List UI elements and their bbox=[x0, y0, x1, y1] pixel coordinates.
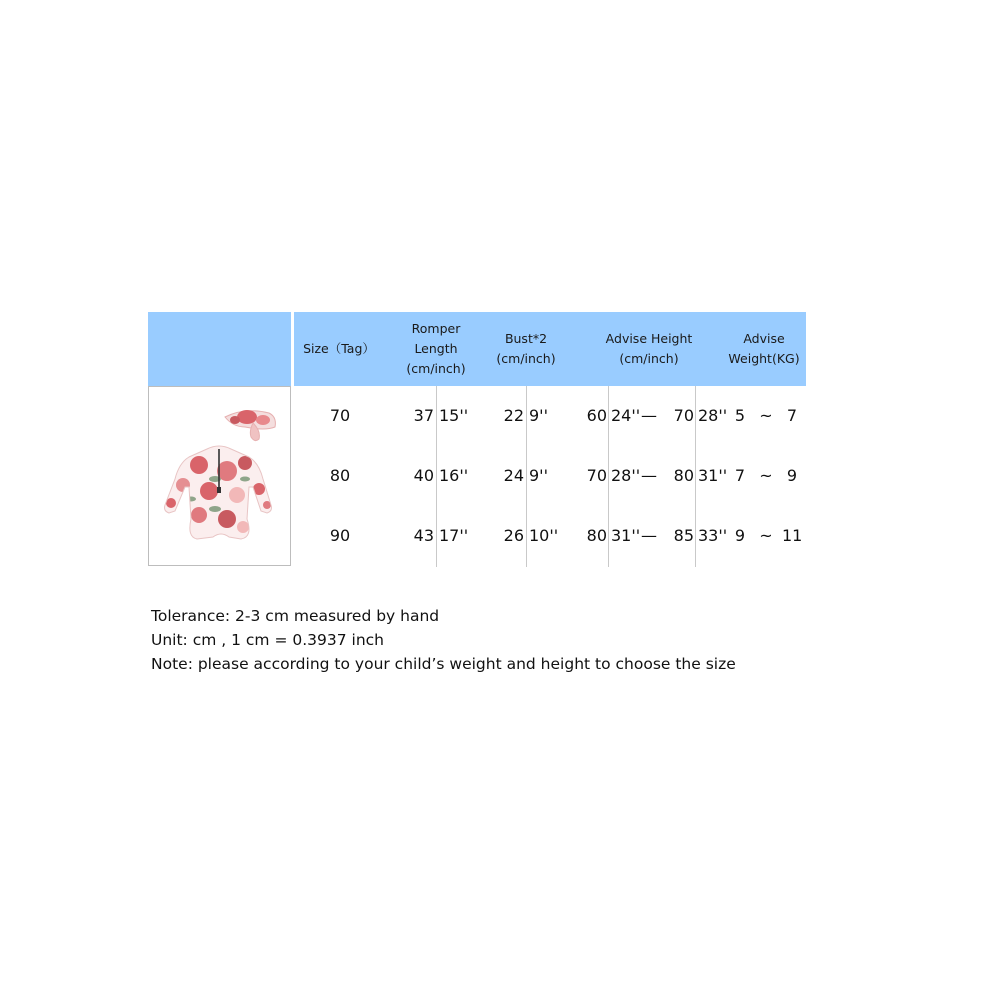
header-size bbox=[298, 312, 380, 386]
header-advise-height bbox=[593, 312, 705, 386]
cell-height-max-in: 28'' bbox=[698, 406, 728, 425]
cell-weight-tilde: ~ bbox=[759, 526, 773, 545]
cell-length-in: 17'' bbox=[439, 526, 469, 545]
header-image-column bbox=[148, 312, 294, 386]
size-advice-note: Note: please according to your child’s weight and height to choose the size bbox=[151, 655, 736, 673]
cell-height-max-cm: 70 bbox=[673, 406, 694, 425]
cell-height-min-cm: 80 bbox=[586, 526, 607, 545]
cell-height-min-cm: 60 bbox=[586, 406, 607, 425]
cell-height-dash: — bbox=[641, 406, 657, 425]
cell-height-min-in: 31'' bbox=[611, 526, 641, 545]
cell-height-dash: — bbox=[641, 466, 657, 485]
cell-bust-in: 10'' bbox=[529, 526, 559, 545]
table-row bbox=[148, 506, 806, 566]
tolerance-note: Tolerance: 2-3 cm measured by hand bbox=[151, 607, 440, 625]
header-weight-line1: Advise bbox=[743, 331, 785, 346]
cell-weight-tilde: ~ bbox=[759, 466, 773, 485]
cell-length-in: 16'' bbox=[439, 466, 469, 485]
cell-height-min-in: 28'' bbox=[611, 466, 641, 485]
table-row bbox=[148, 386, 806, 446]
notes-section bbox=[151, 604, 736, 676]
cell-length-cm: 40 bbox=[413, 466, 434, 485]
header-advise-weight bbox=[720, 312, 808, 386]
table-header bbox=[148, 312, 806, 386]
cell-size: 70 bbox=[329, 406, 351, 425]
header-romper-line2: Length bbox=[414, 341, 458, 356]
cell-size: 90 bbox=[329, 526, 351, 545]
header-bust-line1: Bust*2 bbox=[504, 331, 548, 346]
header-height-line1: Advise Height bbox=[605, 331, 693, 346]
cell-bust-cm: 22 bbox=[503, 406, 524, 425]
header-romper-length bbox=[392, 312, 480, 386]
unit-note: Unit: cm , 1 cm = 0.3937 inch bbox=[151, 631, 384, 649]
header-size-label: Size（Tag） bbox=[303, 341, 375, 356]
cell-height-min-in: 24'' bbox=[611, 406, 641, 425]
cell-weight-min: 7 bbox=[734, 466, 746, 485]
cell-weight-max: 7 bbox=[786, 406, 798, 425]
cell-weight-min: 5 bbox=[734, 406, 746, 425]
cell-weight-min: 9 bbox=[734, 526, 746, 545]
size-chart-table bbox=[148, 312, 806, 567]
cell-height-max-in: 33'' bbox=[698, 526, 728, 545]
cell-bust-in: 9'' bbox=[529, 466, 548, 485]
cell-height-min-cm: 70 bbox=[586, 466, 607, 485]
cell-weight-max: 9 bbox=[786, 466, 798, 485]
header-height-line2: (cm/inch) bbox=[619, 351, 679, 366]
cell-bust-cm: 26 bbox=[503, 526, 524, 545]
cell-height-max-in: 31'' bbox=[698, 466, 728, 485]
cell-bust-in: 9'' bbox=[529, 406, 548, 425]
cell-bust-cm: 24 bbox=[503, 466, 524, 485]
cell-size: 80 bbox=[329, 466, 351, 485]
header-romper-line3: (cm/inch) bbox=[406, 361, 466, 376]
cell-height-max-cm: 80 bbox=[673, 466, 694, 485]
cell-height-dash: — bbox=[641, 526, 657, 545]
table-row bbox=[148, 446, 806, 506]
header-bust-line2: (cm/inch) bbox=[496, 351, 556, 366]
header-weight-line2: Weight(KG) bbox=[728, 351, 800, 366]
header-romper-line1: Romper bbox=[411, 321, 461, 336]
cell-length-in: 15'' bbox=[439, 406, 469, 425]
cell-weight-max: 11 bbox=[782, 526, 803, 545]
cell-height-max-cm: 85 bbox=[673, 526, 694, 545]
header-bust bbox=[484, 312, 568, 386]
cell-length-cm: 43 bbox=[413, 526, 434, 545]
cell-length-cm: 37 bbox=[413, 406, 434, 425]
cell-weight-tilde: ~ bbox=[759, 406, 773, 425]
